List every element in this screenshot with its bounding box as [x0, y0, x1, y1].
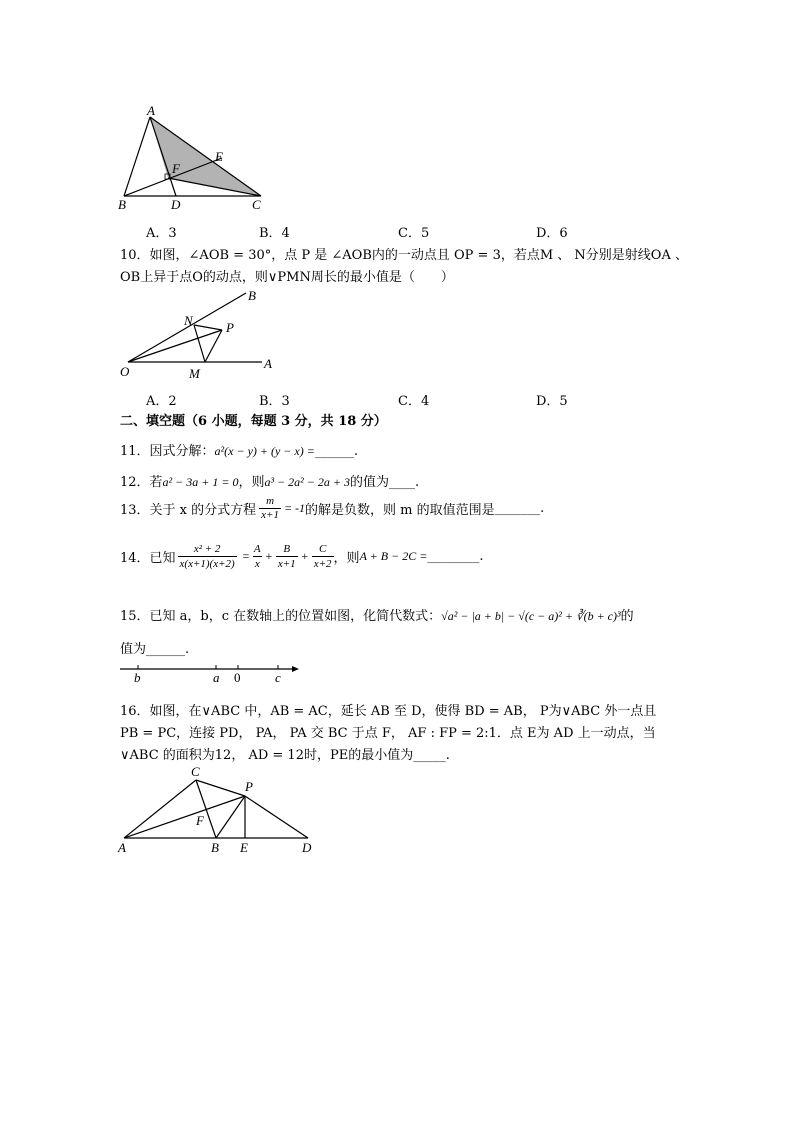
q13-denominator: x+1	[261, 509, 279, 521]
q16-line2: PB = PC，连接 PD， PA， PA 交 BC 于点 F， AF : FP = 2:1．点 E为 AD 上一动点，当	[120, 726, 656, 741]
number-line-label-c: c	[275, 670, 281, 685]
q12-math1: a² − 3a + 1 = 0	[162, 475, 239, 489]
q14-term1-denominator: x	[254, 558, 260, 570]
q12-end: .	[414, 475, 420, 490]
q14-math: A + B − 2C =	[359, 549, 428, 563]
q13-equation: = -1	[283, 501, 306, 515]
label-b: B	[118, 197, 126, 212]
q14-lhs-numerator: x² + 2	[193, 543, 221, 555]
segment-pd	[245, 796, 308, 838]
q14-equals: =	[241, 549, 250, 563]
q13-prefix: 13．关于 x 的分式方程	[120, 503, 257, 518]
q10-option-c: C．4	[398, 394, 430, 409]
label-a: A	[147, 103, 155, 118]
q12-mid: ，则	[238, 475, 265, 490]
label-e: E	[240, 840, 248, 855]
number-line-label-a: a	[213, 670, 220, 685]
q14-blank: ________	[427, 549, 480, 564]
q13-suffix: 的解是负数，则 m 的取值范围是	[305, 503, 495, 518]
label-n: N	[184, 313, 193, 328]
label-a: A	[118, 840, 126, 855]
q9-option-d: D．6	[536, 226, 568, 241]
q10-option-b: B．3	[259, 394, 290, 409]
q14-suffix: ，则	[333, 551, 360, 566]
label-p: P	[226, 320, 234, 335]
q14-plus2: +	[300, 549, 309, 563]
q13-blank: _______	[494, 501, 541, 516]
q15-tail: 的	[620, 609, 634, 624]
q15-line2: 值为______.	[120, 642, 190, 657]
q12-math2: a³ − 2a² − 2a + 3	[264, 475, 350, 489]
q10-line2: OB上异于点O的动点，则∨PMN周长的最小值是（ ）	[120, 270, 454, 285]
segment-ap	[124, 796, 245, 838]
label-m: M	[189, 366, 200, 381]
label-d: D	[171, 197, 181, 212]
label-o: O	[120, 364, 130, 379]
label-p: P	[245, 779, 253, 794]
label-c: C	[191, 764, 200, 779]
label-c: C	[252, 197, 261, 212]
q12-blank: ____	[388, 475, 415, 490]
q13-numerator: m	[266, 495, 275, 507]
q14-term2-numerator: B	[283, 543, 291, 555]
section-heading: 二、填空题（6 小题，每题 3 分，共 18 分）	[120, 414, 387, 429]
q9-option-b: B．4	[259, 226, 290, 241]
label-f: F	[196, 813, 204, 828]
q15-expression: √a² − |a + b| − √(c − a)² + ∛(b + c)³	[441, 609, 621, 623]
q10-option-a: A．2	[146, 394, 177, 409]
label-b: B	[248, 288, 256, 303]
q14-term3-numerator: C	[318, 543, 327, 555]
label-b: B	[211, 840, 219, 855]
label-e: E	[215, 149, 223, 164]
q15-line1: 15．已知 a，b，c 在数轴上的位置如图，化简代数式：	[120, 609, 442, 624]
segment-cp	[196, 780, 245, 796]
label-a: A	[264, 356, 272, 371]
q14-plus1: +	[264, 549, 273, 563]
label-f: F	[172, 161, 180, 176]
q13-end: .	[540, 501, 545, 516]
q11-blank: ______	[314, 444, 354, 459]
q11-math: a²(x − y) + (y − x) =	[214, 444, 315, 458]
q10-line1: 10．如图，∠AOB = 30°，点 P 是 ∠AOB内的一动点且 OP = 3，若点M 、 N分别是射线OA 、	[120, 248, 688, 263]
q10-option-d: D．5	[536, 394, 568, 409]
q16-line3: ∨ABC 的面积为12， AD = 12时，PE的最小值为_____.	[120, 748, 450, 763]
q11-end: .	[353, 444, 358, 459]
q16-line1: 16．如图，在∨ABC 中，AB = AC，延长 AB 至 D，使得 BD = AB， P为∨ABC 外一点且	[120, 704, 657, 719]
q12-suffix: 的值为	[349, 475, 389, 490]
q14-lhs-denominator: x(x+1)(x+2)	[179, 558, 235, 570]
number-line-label-zero: 0	[234, 670, 241, 685]
segment-bp	[216, 796, 245, 838]
number-line-label-b: b	[134, 670, 141, 685]
q11-prefix: 11．因式分解：	[120, 444, 215, 459]
q12-prefix: 12．若	[120, 475, 163, 490]
q14-term2-denominator: x+1	[277, 558, 296, 570]
q14-prefix: 14．已知	[120, 551, 176, 566]
label-d: D	[302, 840, 312, 855]
segment-ac	[124, 780, 196, 838]
q14-term1-numerator: A	[253, 543, 261, 555]
q9-option-c: C．5	[398, 226, 430, 241]
q14-end: .	[479, 549, 484, 564]
q9-option-a: A．3	[146, 226, 177, 241]
q14-term3-denominator: x+2	[313, 558, 332, 570]
